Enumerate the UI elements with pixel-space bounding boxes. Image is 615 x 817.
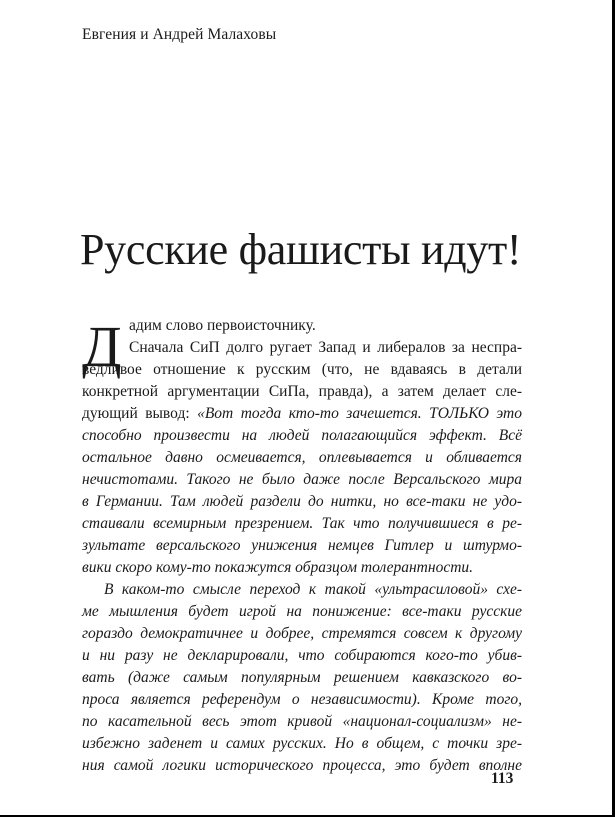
text-line: нечистотами. Такого не было даже после Версальского мира xyxy=(82,471,522,488)
text-line: проса является референдум о независимости). Кроме того, xyxy=(82,691,522,708)
text-line: ведливое отношение к русским (что, не вдаваясь в детали xyxy=(82,361,522,378)
text-line: зультате версальского унижения немцев Гитлер и штурмо- xyxy=(82,537,522,554)
text-line: способно произвести на людей полагающийся эффект. Всё xyxy=(82,427,522,444)
text-line: в Германии. Там людей раздели до нитки, но все-таки не удо- xyxy=(82,493,522,510)
text-line: В каком-то смысле переход к такой «ультрасиловой» схе- xyxy=(104,581,522,598)
text-line: остальное давно осмеивается, оплевывается и обливается xyxy=(82,449,522,466)
chapter-title: Русские фашисты идут! xyxy=(80,225,522,274)
text-line: ния самой логики исторического процесса, это будет вполне xyxy=(82,757,522,774)
text-line: гораздо демократичнее и добрее, стремятся совсем к другому xyxy=(82,625,522,642)
running-head: Евгения и Андрей Малаховы xyxy=(82,26,277,43)
text-line: дующий вывод: «Вот тогда кто-то зачешется. ТОЛЬКО это xyxy=(82,405,522,422)
page-number: 113 xyxy=(491,770,514,787)
text-line: Сначала СиП долго ругает Запад и либералов за неспра- xyxy=(129,339,522,356)
text-line: ме мышления будет игрой на понижение: все-таки русские xyxy=(82,603,522,620)
drop-cap: Д xyxy=(82,314,122,379)
text-line: по касательной весь этот кривой «национал-социализм» не- xyxy=(82,713,522,730)
text-line: конкретной аргументации СиПа, правда), а затем делает сле- xyxy=(82,383,522,400)
text-line: избежно заденет и самих русских. Но в общем, с точки зре- xyxy=(82,735,522,752)
text-line: вики скоро кому-то покажутся образцом толерантности. xyxy=(82,559,474,576)
text-line: и ни разу не декларировали, что собираются кого-то убив- xyxy=(82,647,522,664)
text-line: вать (даже самым популярным решением кавказского во- xyxy=(82,669,522,686)
text-line: адим слово первоисточнику. xyxy=(129,317,316,334)
text-line: стаивали всемирным презрением. Так что получившиеся в ре- xyxy=(82,515,522,532)
